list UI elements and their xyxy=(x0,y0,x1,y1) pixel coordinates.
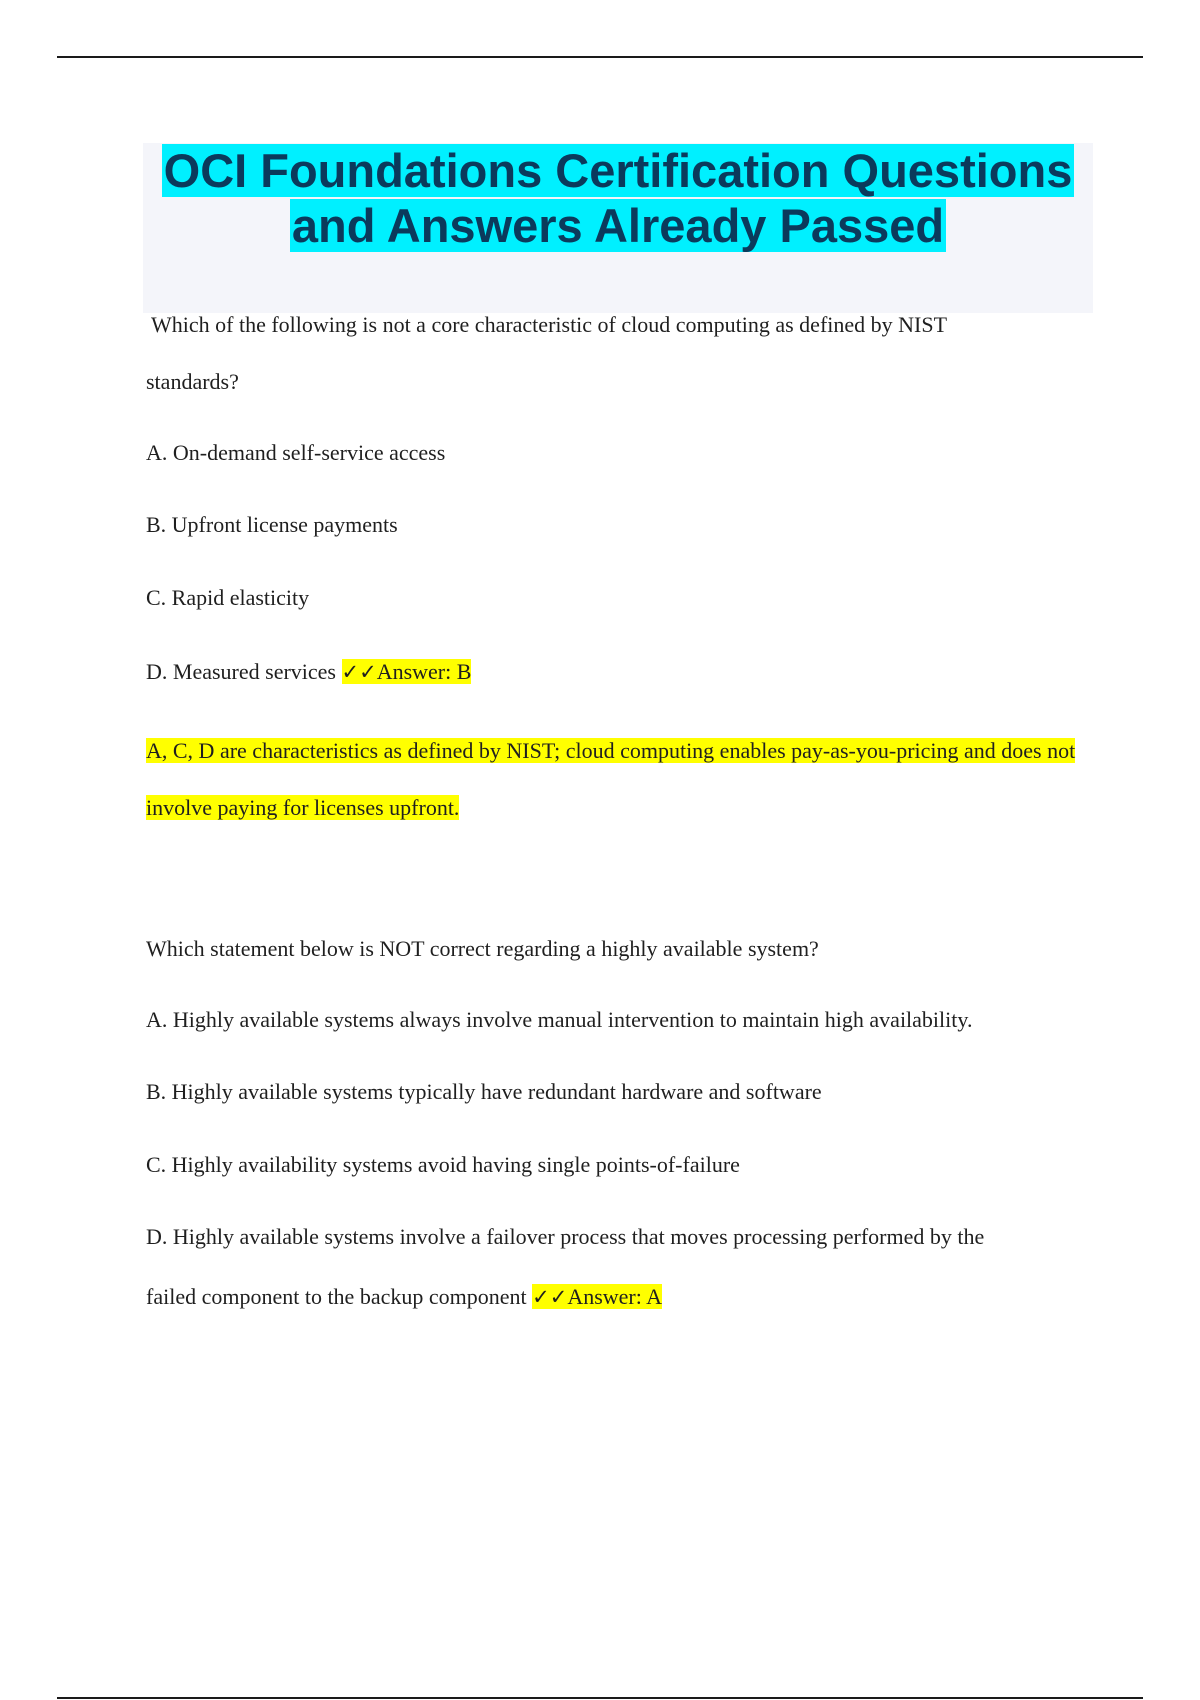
question-1-answer: Answer: B xyxy=(376,659,472,684)
document-title xyxy=(143,143,1093,253)
top-rule xyxy=(57,56,1143,58)
question-1-explanation xyxy=(146,722,1086,836)
checkmark-icon: ✓✓ xyxy=(341,660,377,684)
question-1-option-b: B. Upfront license payments xyxy=(146,512,398,537)
question-1-option-c: C. Rapid elasticity xyxy=(146,585,310,610)
checkmark-icon: ✓✓ xyxy=(532,1285,568,1309)
question-2-option-c: C. Highly availability systems avoid having single points-of-failure xyxy=(146,1152,740,1177)
question-2-answer: Answer: A xyxy=(567,1284,663,1309)
question-2-option-d-line-1: D. Highly available systems involve a failover process that moves processing performed by the xyxy=(146,1224,985,1249)
question-2-answer-highlight xyxy=(532,1284,662,1309)
question-1-line-2: standards? xyxy=(146,369,239,394)
question-1-option-d xyxy=(146,659,471,685)
question-1-explanation-text: A, C, D are characteristics as defined by NIST; cloud computing enables pay-as-you-pricing and does not involve paying for licenses upfront. xyxy=(146,738,1076,820)
question-2-option-b: B. Highly available systems typically have redundant hardware and software xyxy=(146,1079,822,1104)
question-2-option-a: A. Highly available systems always involve manual intervention to maintain high availability. xyxy=(146,1007,973,1032)
title-line-2: and Answers Already Passed xyxy=(291,199,945,252)
question-1-option-a: A. On-demand self-service access xyxy=(146,440,446,465)
question-2-option-d-text: failed component to the backup component xyxy=(146,1284,527,1309)
title-line-1: OCI Foundations Certification Questions xyxy=(163,144,1073,197)
question-1-option-d-text: D. Measured services xyxy=(146,659,336,684)
question-2-text: Which statement below is NOT correct regarding a highly available system? xyxy=(146,936,819,961)
bottom-rule xyxy=(57,1697,1143,1699)
question-1-answer-highlight xyxy=(342,659,472,684)
question-2-option-d-line-2 xyxy=(146,1284,662,1310)
question-1-line-1: Which of the following is not a core characteristic of cloud computing as defined by NIST xyxy=(151,312,948,337)
